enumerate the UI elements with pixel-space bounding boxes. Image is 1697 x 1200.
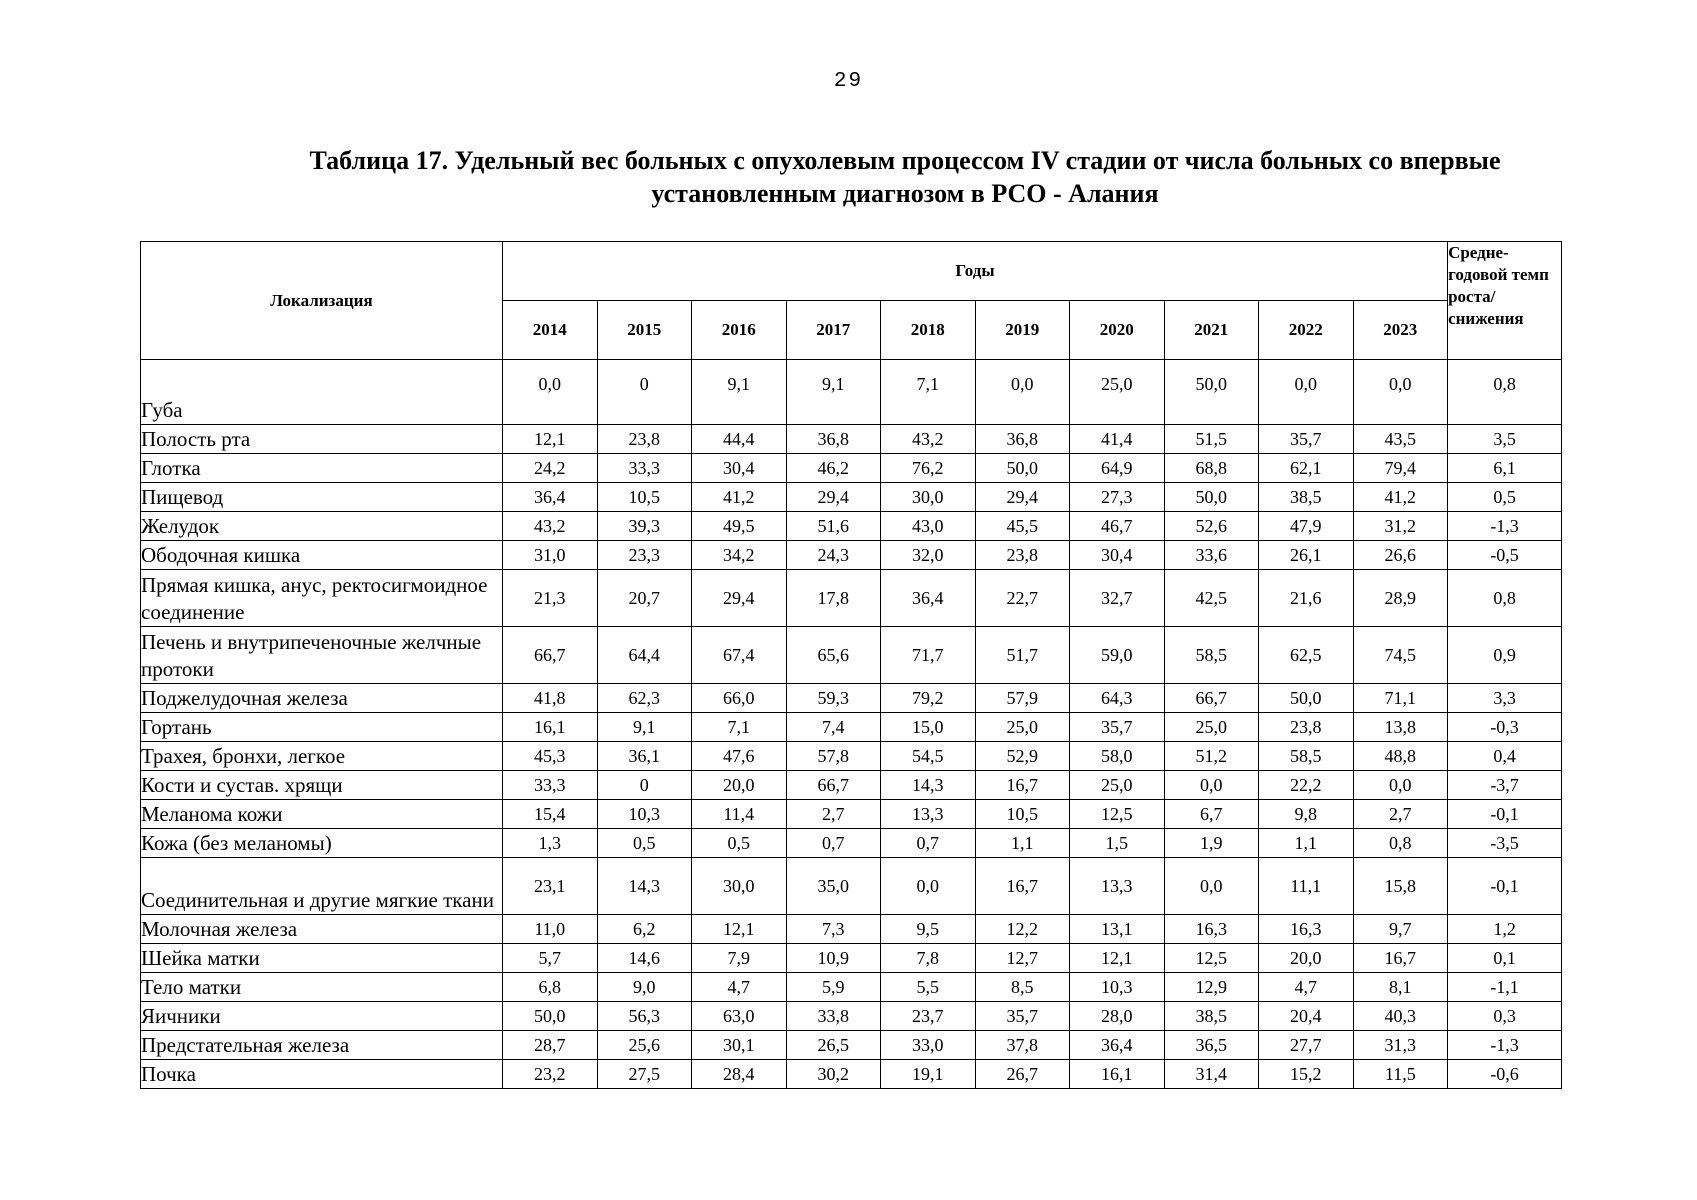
localization-cell: Поджелудочная железа	[141, 684, 503, 713]
table-row	[141, 512, 1562, 541]
value-cell-2014: 43,2	[503, 512, 598, 541]
table-row	[141, 944, 1562, 973]
value-cell-2023: 40,3	[1353, 1002, 1448, 1031]
value-cell-2023: 15,8	[1353, 858, 1448, 915]
value-cell-2015: 10,5	[597, 483, 692, 512]
rate-cell: -0,5	[1448, 541, 1562, 570]
value-cell-2015: 23,3	[597, 541, 692, 570]
value-cell-2018: 36,4	[881, 570, 976, 627]
table-row	[141, 570, 1562, 627]
value-cell-2018: 7,8	[881, 944, 976, 973]
value-cell-2014: 0,0	[503, 360, 598, 425]
value-cell-2017: 57,8	[786, 742, 881, 771]
value-cell-2019: 25,0	[975, 713, 1070, 742]
value-cell-2020: 25,0	[1070, 771, 1165, 800]
value-cell-2017: 0,7	[786, 829, 881, 858]
stage4-share-table	[140, 241, 1562, 1089]
value-cell-2017: 51,6	[786, 512, 881, 541]
value-cell-2016: 12,1	[692, 915, 787, 944]
value-cell-2020: 30,4	[1070, 541, 1165, 570]
value-cell-2018: 43,2	[881, 425, 976, 454]
table-row	[141, 1031, 1562, 1060]
table-row	[141, 483, 1562, 512]
value-cell-2017: 26,5	[786, 1031, 881, 1060]
value-cell-2014: 11,0	[503, 915, 598, 944]
value-cell-2015: 56,3	[597, 1002, 692, 1031]
value-cell-2017: 2,7	[786, 800, 881, 829]
value-cell-2016: 30,1	[692, 1031, 787, 1060]
value-cell-2021: 16,3	[1164, 915, 1259, 944]
value-cell-2016: 30,0	[692, 858, 787, 915]
value-cell-2022: 4,7	[1259, 973, 1354, 1002]
value-cell-2020: 27,3	[1070, 483, 1165, 512]
value-cell-2020: 46,7	[1070, 512, 1165, 541]
year-header-2021: 2021	[1164, 301, 1259, 360]
value-cell-2021: 12,5	[1164, 944, 1259, 973]
table-row	[141, 425, 1562, 454]
value-cell-2023: 28,9	[1353, 570, 1448, 627]
value-cell-2018: 13,3	[881, 800, 976, 829]
localization-cell: Ободочная кишка	[141, 541, 503, 570]
value-cell-2019: 57,9	[975, 684, 1070, 713]
table-row	[141, 360, 1562, 425]
value-cell-2015: 6,2	[597, 915, 692, 944]
rate-cell: -3,5	[1448, 829, 1562, 858]
value-cell-2022: 15,2	[1259, 1060, 1354, 1089]
table-title: Таблица 17. Удельный вес больных с опухолевым процессом IV стадии от числа больных со впервые установленным диагнозом в РСО - Алания	[309, 146, 1501, 208]
value-cell-2020: 10,3	[1070, 973, 1165, 1002]
value-cell-2021: 68,8	[1164, 454, 1259, 483]
value-cell-2019: 23,8	[975, 541, 1070, 570]
value-cell-2014: 6,8	[503, 973, 598, 1002]
value-cell-2020: 13,1	[1070, 915, 1165, 944]
rate-cell: -0,6	[1448, 1060, 1562, 1089]
value-cell-2023: 41,2	[1353, 483, 1448, 512]
value-cell-2023: 2,7	[1353, 800, 1448, 829]
table-row	[141, 713, 1562, 742]
rate-cell: 0,5	[1448, 483, 1562, 512]
value-cell-2017: 36,8	[786, 425, 881, 454]
value-cell-2022: 16,3	[1259, 915, 1354, 944]
value-cell-2017: 35,0	[786, 858, 881, 915]
value-cell-2023: 31,2	[1353, 512, 1448, 541]
value-cell-2023: 0,8	[1353, 829, 1448, 858]
value-cell-2020: 13,3	[1070, 858, 1165, 915]
value-cell-2023: 0,0	[1353, 360, 1448, 425]
year-header-2016: 2016	[692, 301, 787, 360]
year-header-2019: 2019	[975, 301, 1070, 360]
localization-cell: Кости и сустав. хрящи	[141, 771, 503, 800]
value-cell-2021: 50,0	[1164, 483, 1259, 512]
value-cell-2022: 20,0	[1259, 944, 1354, 973]
table-row	[141, 858, 1562, 915]
value-cell-2023: 48,8	[1353, 742, 1448, 771]
value-cell-2016: 28,4	[692, 1060, 787, 1089]
value-cell-2021: 58,5	[1164, 627, 1259, 684]
year-header-2014: 2014	[503, 301, 598, 360]
value-cell-2018: 14,3	[881, 771, 976, 800]
value-cell-2019: 10,5	[975, 800, 1070, 829]
value-cell-2017: 5,9	[786, 973, 881, 1002]
value-cell-2018: 5,5	[881, 973, 976, 1002]
value-cell-2023: 8,1	[1353, 973, 1448, 1002]
value-cell-2022: 47,9	[1259, 512, 1354, 541]
value-cell-2019: 16,7	[975, 858, 1070, 915]
value-cell-2019: 8,5	[975, 973, 1070, 1002]
page-number: 29	[833, 70, 864, 93]
value-cell-2017: 10,9	[786, 944, 881, 973]
year-header-2022: 2022	[1259, 301, 1354, 360]
localization-cell: Трахея, бронхи, легкое	[141, 742, 503, 771]
value-cell-2015: 14,6	[597, 944, 692, 973]
value-cell-2022: 62,1	[1259, 454, 1354, 483]
table-row	[141, 800, 1562, 829]
value-cell-2014: 23,2	[503, 1060, 598, 1089]
value-cell-2023: 74,5	[1353, 627, 1448, 684]
value-cell-2022: 23,8	[1259, 713, 1354, 742]
value-cell-2014: 12,1	[503, 425, 598, 454]
value-cell-2022: 58,5	[1259, 742, 1354, 771]
table-row	[141, 454, 1562, 483]
value-cell-2017: 65,6	[786, 627, 881, 684]
value-cell-2023: 16,7	[1353, 944, 1448, 973]
year-header-2017: 2017	[786, 301, 881, 360]
value-cell-2016: 47,6	[692, 742, 787, 771]
rate-cell: -1,3	[1448, 512, 1562, 541]
value-cell-2018: 54,5	[881, 742, 976, 771]
value-cell-2017: 29,4	[786, 483, 881, 512]
value-cell-2020: 16,1	[1070, 1060, 1165, 1089]
value-cell-2023: 26,6	[1353, 541, 1448, 570]
value-cell-2019: 26,7	[975, 1060, 1070, 1089]
value-cell-2015: 14,3	[597, 858, 692, 915]
value-cell-2015: 33,3	[597, 454, 692, 483]
value-cell-2015: 27,5	[597, 1060, 692, 1089]
value-cell-2020: 12,5	[1070, 800, 1165, 829]
year-header-2018: 2018	[881, 301, 976, 360]
value-cell-2019: 29,4	[975, 483, 1070, 512]
value-cell-2015: 36,1	[597, 742, 692, 771]
localization-cell: Соединительная и другие мягкие ткани	[141, 858, 503, 915]
value-cell-2019: 12,2	[975, 915, 1070, 944]
value-cell-2017: 9,1	[786, 360, 881, 425]
value-cell-2015: 0	[597, 771, 692, 800]
table-row	[141, 771, 1562, 800]
value-cell-2018: 33,0	[881, 1031, 976, 1060]
value-cell-2022: 50,0	[1259, 684, 1354, 713]
table-row	[141, 627, 1562, 684]
value-cell-2018: 79,2	[881, 684, 976, 713]
value-cell-2016: 44,4	[692, 425, 787, 454]
value-cell-2022: 9,8	[1259, 800, 1354, 829]
value-cell-2022: 35,7	[1259, 425, 1354, 454]
value-cell-2014: 1,3	[503, 829, 598, 858]
value-cell-2022: 21,6	[1259, 570, 1354, 627]
value-cell-2021: 38,5	[1164, 1002, 1259, 1031]
value-cell-2023: 71,1	[1353, 684, 1448, 713]
localization-cell: Прямая кишка, анус, ректосигмоидное соединение	[141, 570, 503, 627]
value-cell-2018: 23,7	[881, 1002, 976, 1031]
value-cell-2018: 32,0	[881, 541, 976, 570]
value-cell-2020: 64,9	[1070, 454, 1165, 483]
value-cell-2017: 59,3	[786, 684, 881, 713]
value-cell-2014: 16,1	[503, 713, 598, 742]
value-cell-2022: 1,1	[1259, 829, 1354, 858]
rate-cell: 6,1	[1448, 454, 1562, 483]
value-cell-2019: 45,5	[975, 512, 1070, 541]
value-cell-2019: 50,0	[975, 454, 1070, 483]
rate-cell: 0,8	[1448, 570, 1562, 627]
value-cell-2015: 62,3	[597, 684, 692, 713]
value-cell-2019: 16,7	[975, 771, 1070, 800]
value-cell-2018: 19,1	[881, 1060, 976, 1089]
table-row	[141, 742, 1562, 771]
value-cell-2016: 29,4	[692, 570, 787, 627]
value-cell-2014: 41,8	[503, 684, 598, 713]
value-cell-2016: 66,0	[692, 684, 787, 713]
localization-cell: Пищевод	[141, 483, 503, 512]
value-cell-2022: 0,0	[1259, 360, 1354, 425]
value-cell-2019: 22,7	[975, 570, 1070, 627]
year-header-2020: 2020	[1070, 301, 1165, 360]
value-cell-2017: 46,2	[786, 454, 881, 483]
value-cell-2019: 0,0	[975, 360, 1070, 425]
value-cell-2022: 62,5	[1259, 627, 1354, 684]
value-cell-2020: 25,0	[1070, 360, 1165, 425]
rate-cell: 3,3	[1448, 684, 1562, 713]
value-cell-2020: 59,0	[1070, 627, 1165, 684]
value-cell-2020: 12,1	[1070, 944, 1165, 973]
value-cell-2020: 64,3	[1070, 684, 1165, 713]
value-cell-2021: 51,5	[1164, 425, 1259, 454]
value-cell-2015: 10,3	[597, 800, 692, 829]
value-cell-2018: 71,7	[881, 627, 976, 684]
value-cell-2023: 9,7	[1353, 915, 1448, 944]
value-cell-2017: 66,7	[786, 771, 881, 800]
value-cell-2015: 0	[597, 360, 692, 425]
value-cell-2023: 0,0	[1353, 771, 1448, 800]
year-header-2023: 2023	[1353, 301, 1448, 360]
value-cell-2019: 37,8	[975, 1031, 1070, 1060]
rate-cell: 0,1	[1448, 944, 1562, 973]
table-row	[141, 1002, 1562, 1031]
value-cell-2019: 52,9	[975, 742, 1070, 771]
value-cell-2016: 4,7	[692, 973, 787, 1002]
value-cell-2014: 45,3	[503, 742, 598, 771]
value-cell-2016: 20,0	[692, 771, 787, 800]
value-cell-2021: 31,4	[1164, 1060, 1259, 1089]
value-cell-2021: 6,7	[1164, 800, 1259, 829]
value-cell-2016: 41,2	[692, 483, 787, 512]
value-cell-2014: 36,4	[503, 483, 598, 512]
table-body	[141, 360, 1562, 1089]
value-cell-2018: 76,2	[881, 454, 976, 483]
value-cell-2017: 24,3	[786, 541, 881, 570]
value-cell-2023: 31,3	[1353, 1031, 1448, 1060]
year-header-2015: 2015	[597, 301, 692, 360]
rate-cell: 3,5	[1448, 425, 1562, 454]
localization-cell: Шейка матки	[141, 944, 503, 973]
localization-cell: Почка	[141, 1060, 503, 1089]
value-cell-2015: 20,7	[597, 570, 692, 627]
value-cell-2020: 32,7	[1070, 570, 1165, 627]
rate-cell: -3,7	[1448, 771, 1562, 800]
table-row	[141, 973, 1562, 1002]
value-cell-2021: 12,9	[1164, 973, 1259, 1002]
rate-cell: 0,3	[1448, 1002, 1562, 1031]
value-cell-2014: 5,7	[503, 944, 598, 973]
value-cell-2019: 36,8	[975, 425, 1070, 454]
value-cell-2022: 27,7	[1259, 1031, 1354, 1060]
value-cell-2021: 66,7	[1164, 684, 1259, 713]
rate-cell: -0,3	[1448, 713, 1562, 742]
value-cell-2021: 36,5	[1164, 1031, 1259, 1060]
value-cell-2014: 24,2	[503, 454, 598, 483]
value-cell-2021: 25,0	[1164, 713, 1259, 742]
value-cell-2014: 50,0	[503, 1002, 598, 1031]
localization-cell: Молочная железа	[141, 915, 503, 944]
value-cell-2018: 0,0	[881, 858, 976, 915]
value-cell-2020: 28,0	[1070, 1002, 1165, 1031]
value-cell-2022: 38,5	[1259, 483, 1354, 512]
rate-cell: 0,9	[1448, 627, 1562, 684]
value-cell-2022: 11,1	[1259, 858, 1354, 915]
table-row	[141, 684, 1562, 713]
table-row	[141, 1060, 1562, 1089]
localization-cell: Яичники	[141, 1002, 503, 1031]
value-cell-2015: 0,5	[597, 829, 692, 858]
table-row	[141, 829, 1562, 858]
value-cell-2021: 42,5	[1164, 570, 1259, 627]
value-cell-2016: 30,4	[692, 454, 787, 483]
value-cell-2017: 7,4	[786, 713, 881, 742]
value-cell-2017: 7,3	[786, 915, 881, 944]
value-cell-2022: 26,1	[1259, 541, 1354, 570]
value-cell-2023: 11,5	[1353, 1060, 1448, 1089]
value-cell-2016: 11,4	[692, 800, 787, 829]
value-cell-2020: 36,4	[1070, 1031, 1165, 1060]
value-cell-2014: 66,7	[503, 627, 598, 684]
table-row	[141, 915, 1562, 944]
localization-header: Локализация	[141, 242, 503, 360]
value-cell-2023: 43,5	[1353, 425, 1448, 454]
rate-header: Средне-годовой темп роста/ снижения	[1448, 242, 1562, 360]
years-header: Годы	[503, 242, 1448, 301]
value-cell-2021: 0,0	[1164, 858, 1259, 915]
value-cell-2015: 9,0	[597, 973, 692, 1002]
value-cell-2018: 15,0	[881, 713, 976, 742]
value-cell-2014: 21,3	[503, 570, 598, 627]
value-cell-2019: 35,7	[975, 1002, 1070, 1031]
rate-cell: 0,4	[1448, 742, 1562, 771]
value-cell-2015: 23,8	[597, 425, 692, 454]
localization-cell: Глотка	[141, 454, 503, 483]
value-cell-2016: 0,5	[692, 829, 787, 858]
value-cell-2016: 49,5	[692, 512, 787, 541]
header-row-top	[141, 242, 1562, 301]
value-cell-2016: 7,1	[692, 713, 787, 742]
value-cell-2014: 31,0	[503, 541, 598, 570]
value-cell-2023: 79,4	[1353, 454, 1448, 483]
value-cell-2021: 51,2	[1164, 742, 1259, 771]
rate-cell: -1,3	[1448, 1031, 1562, 1060]
value-cell-2017: 30,2	[786, 1060, 881, 1089]
value-cell-2021: 52,6	[1164, 512, 1259, 541]
value-cell-2021: 50,0	[1164, 360, 1259, 425]
value-cell-2018: 30,0	[881, 483, 976, 512]
value-cell-2020: 58,0	[1070, 742, 1165, 771]
value-cell-2015: 39,3	[597, 512, 692, 541]
value-cell-2020: 41,4	[1070, 425, 1165, 454]
rate-cell: -0,1	[1448, 858, 1562, 915]
value-cell-2020: 1,5	[1070, 829, 1165, 858]
value-cell-2020: 35,7	[1070, 713, 1165, 742]
value-cell-2023: 13,8	[1353, 713, 1448, 742]
value-cell-2015: 9,1	[597, 713, 692, 742]
value-cell-2018: 9,5	[881, 915, 976, 944]
localization-cell: Губа	[141, 360, 503, 425]
value-cell-2018: 43,0	[881, 512, 976, 541]
localization-cell: Предстательная железа	[141, 1031, 503, 1060]
localization-cell: Тело матки	[141, 973, 503, 1002]
localization-cell: Печень и внутрипеченочные желчные протоки	[141, 627, 503, 684]
table-row	[141, 541, 1562, 570]
localization-cell: Полость рта	[141, 425, 503, 454]
value-cell-2016: 67,4	[692, 627, 787, 684]
localization-cell: Кожа (без меланомы)	[141, 829, 503, 858]
value-cell-2015: 25,6	[597, 1031, 692, 1060]
value-cell-2017: 17,8	[786, 570, 881, 627]
localization-cell: Гортань	[141, 713, 503, 742]
value-cell-2021: 1,9	[1164, 829, 1259, 858]
value-cell-2014: 23,1	[503, 858, 598, 915]
rate-cell: -0,1	[1448, 800, 1562, 829]
rate-cell: -1,1	[1448, 973, 1562, 1002]
value-cell-2016: 7,9	[692, 944, 787, 973]
value-cell-2018: 7,1	[881, 360, 976, 425]
value-cell-2022: 20,4	[1259, 1002, 1354, 1031]
localization-cell: Желудок	[141, 512, 503, 541]
value-cell-2019: 1,1	[975, 829, 1070, 858]
value-cell-2015: 64,4	[597, 627, 692, 684]
value-cell-2021: 0,0	[1164, 771, 1259, 800]
value-cell-2019: 51,7	[975, 627, 1070, 684]
rate-cell: 0,8	[1448, 360, 1562, 425]
value-cell-2014: 15,4	[503, 800, 598, 829]
value-cell-2017: 33,8	[786, 1002, 881, 1031]
value-cell-2019: 12,7	[975, 944, 1070, 973]
value-cell-2021: 33,6	[1164, 541, 1259, 570]
localization-cell: Меланома кожи	[141, 800, 503, 829]
value-cell-2016: 9,1	[692, 360, 787, 425]
rate-cell: 1,2	[1448, 915, 1562, 944]
value-cell-2016: 34,2	[692, 541, 787, 570]
value-cell-2018: 0,7	[881, 829, 976, 858]
value-cell-2014: 33,3	[503, 771, 598, 800]
value-cell-2016: 63,0	[692, 1002, 787, 1031]
value-cell-2022: 22,2	[1259, 771, 1354, 800]
value-cell-2014: 28,7	[503, 1031, 598, 1060]
